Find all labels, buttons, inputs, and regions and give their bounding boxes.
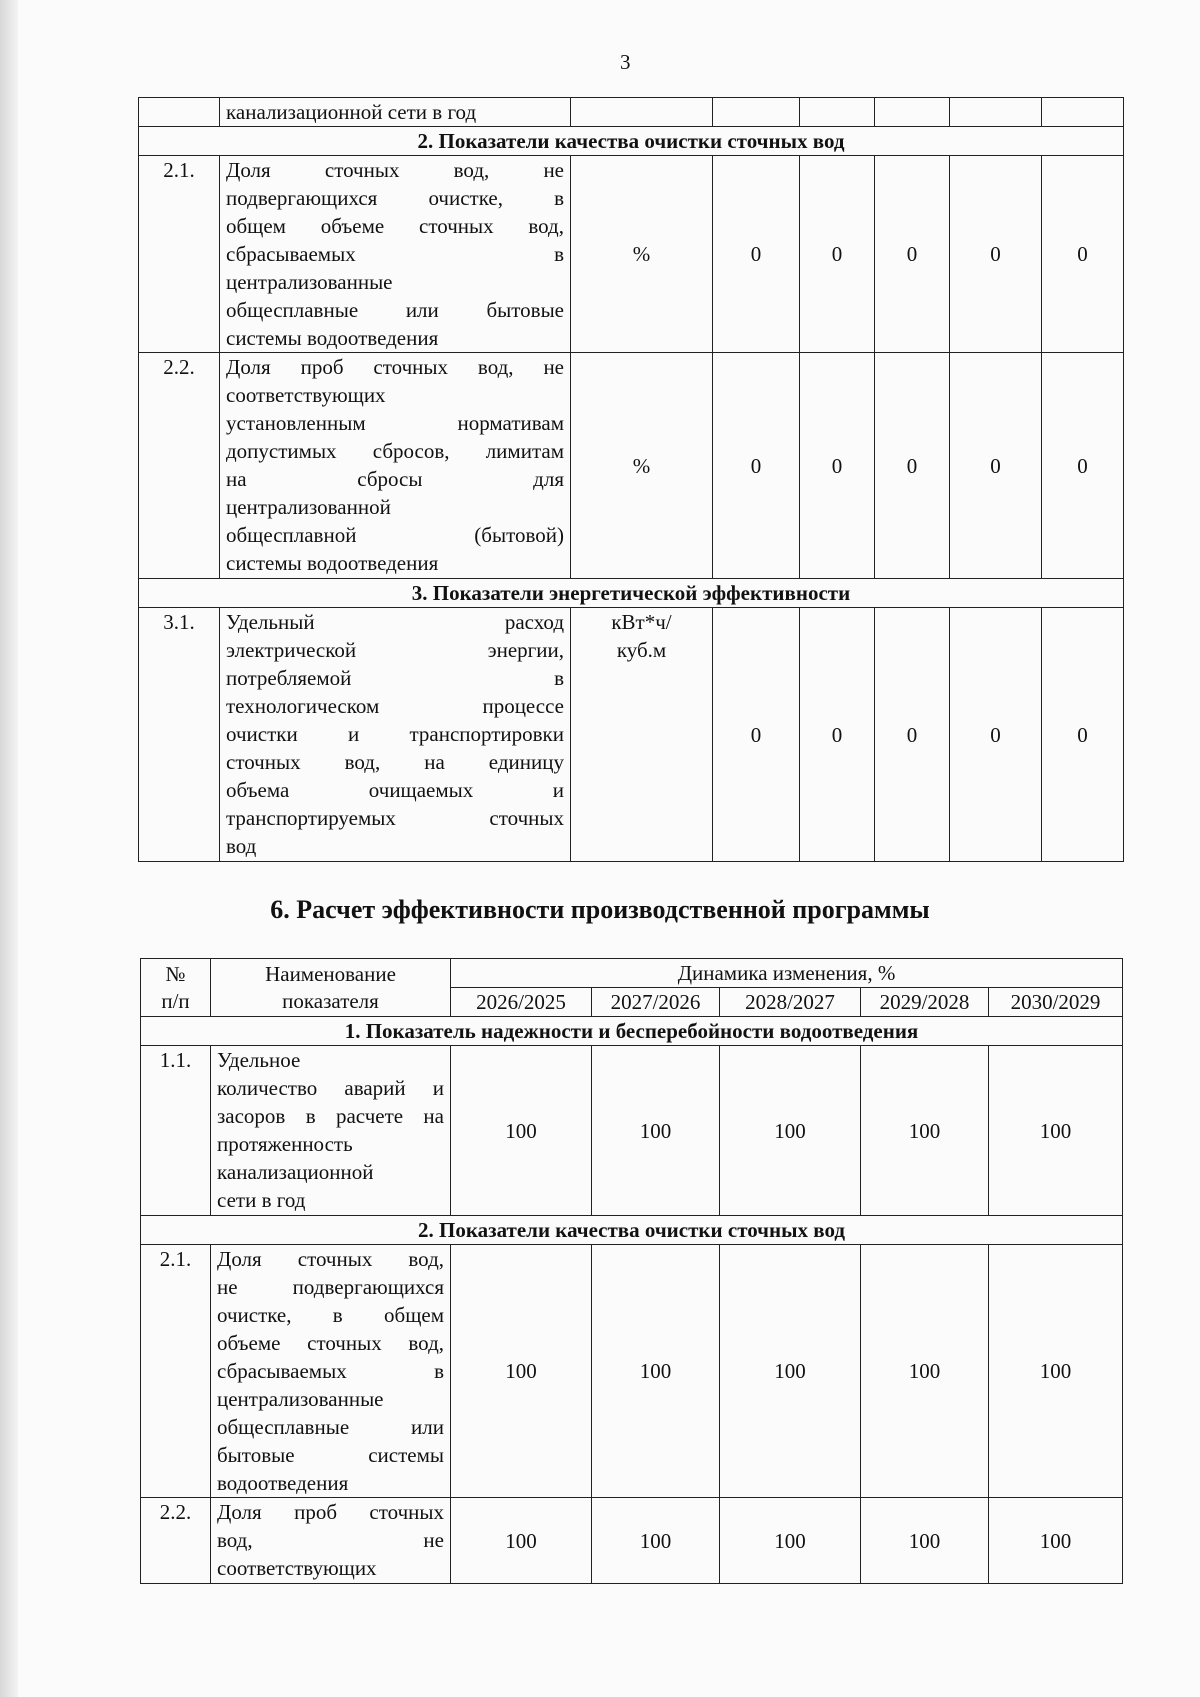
column-header-year: 2030/2029 [989, 988, 1123, 1017]
table-header-row [141, 959, 1123, 988]
scan-edge-shadow [0, 0, 18, 1697]
indicator-name: Доля проб сточных вод, не соответствующих [211, 1498, 451, 1584]
page-number: 3 [620, 50, 631, 74]
value-cell: 0 [1042, 608, 1124, 862]
value-cell: 0 [800, 156, 875, 353]
value-cell: 0 [875, 608, 950, 862]
value-cell: 100 [592, 1498, 720, 1584]
value-cell: 100 [861, 1498, 989, 1584]
indicator-name: Удельное количество аварий и засоров в расчете на протяженность канализационной сети в год [211, 1046, 451, 1216]
column-header-number: № п/п [141, 959, 211, 1017]
value-cell: 0 [1042, 353, 1124, 579]
unit-cell: кВт*ч/ куб.м [571, 608, 713, 862]
section-header-row [141, 1017, 1123, 1046]
row-number: 3.1. [139, 608, 220, 862]
value-cell: 0 [1042, 156, 1124, 353]
table-row [139, 156, 1124, 353]
value-cell: 0 [950, 608, 1042, 862]
value-cell: 100 [989, 1245, 1123, 1498]
value-cell: 100 [592, 1245, 720, 1498]
unit-cell: % [571, 353, 713, 579]
value-cell: 100 [592, 1046, 720, 1216]
table-row [141, 1498, 1123, 1584]
indicator-name: Доля проб сточных вод, не соответствующих установленным нормативам допустимых сбросов, лимитам на сбросы для централизованной общесплавной (бытовой) системы водоотведения [220, 353, 571, 579]
value-cell: 100 [451, 1245, 592, 1498]
value-cell: 0 [800, 353, 875, 579]
value-cell: 100 [720, 1245, 861, 1498]
value-cell: 100 [720, 1046, 861, 1216]
column-header-dynamics: Динамика изменения, % [451, 959, 1123, 988]
section-header-row [139, 127, 1124, 156]
value-cell: 100 [451, 1498, 592, 1584]
value-cell: 0 [875, 156, 950, 353]
section-title: 3. Показатели энергетической эффективности [139, 579, 1124, 608]
table-row [141, 1245, 1123, 1498]
indicator-name: Доля сточных вод, не подвергающихся очистке, в общем объеме сточных вод, сбрасываемых в централизованные общесплавные или бытовые системы водоотведения [211, 1245, 451, 1498]
section-title: 2. Показатели качества очистки сточных вод [139, 127, 1124, 156]
value-cell: 100 [451, 1046, 592, 1216]
section-header-row [141, 1216, 1123, 1245]
column-header-name: Наименование показателя [211, 959, 451, 1017]
table-row [141, 1046, 1123, 1216]
column-header-year: 2028/2027 [720, 988, 861, 1017]
row-number: 2.1. [141, 1245, 211, 1498]
indicator-name: Доля сточных вод, не подвергающихся очистке, в общем объеме сточных вод, сбрасываемых в централизованные общесплавные или бытовые системы водоотведения [220, 156, 571, 353]
section-header-row [139, 579, 1124, 608]
column-header-year: 2029/2028 [861, 988, 989, 1017]
value-cell: 0 [713, 353, 800, 579]
value-cell: 100 [720, 1498, 861, 1584]
table-row [139, 608, 1124, 862]
section-title: 1. Показатель надежности и бесперебойности водоотведения [141, 1017, 1123, 1046]
value-cell: 0 [875, 353, 950, 579]
unit-cell: % [571, 156, 713, 353]
row-number: 2.2. [141, 1498, 211, 1584]
efficiency-table [140, 958, 1123, 1584]
value-cell: 0 [800, 608, 875, 862]
section-heading: 6. Расчет эффективности производственной программы [270, 895, 930, 924]
value-cell: 100 [861, 1046, 989, 1216]
value-cell: 0 [950, 156, 1042, 353]
table-row [139, 98, 1124, 127]
indicator-name: канализационной сети в год [220, 98, 571, 127]
table-row [139, 353, 1124, 579]
value-cell: 100 [989, 1046, 1123, 1216]
value-cell: 0 [713, 608, 800, 862]
value-cell: 100 [861, 1245, 989, 1498]
section-title: 2. Показатели качества очистки сточных вод [141, 1216, 1123, 1245]
row-number: 2.2. [139, 353, 220, 579]
column-header-year: 2027/2026 [592, 988, 720, 1017]
value-cell: 0 [713, 156, 800, 353]
row-number: 1.1. [141, 1046, 211, 1216]
row-number: 2.1. [139, 156, 220, 353]
value-cell: 100 [989, 1498, 1123, 1584]
indicators-table [138, 97, 1124, 862]
value-cell: 0 [950, 353, 1042, 579]
indicator-name: Удельный расход электрической энергии, потребляемой в технологическом процессе очистки и транспортировки сточных вод, на единицу объема очищаемых и транспортируемых сточных вод [220, 608, 571, 862]
column-header-year: 2026/2025 [451, 988, 592, 1017]
